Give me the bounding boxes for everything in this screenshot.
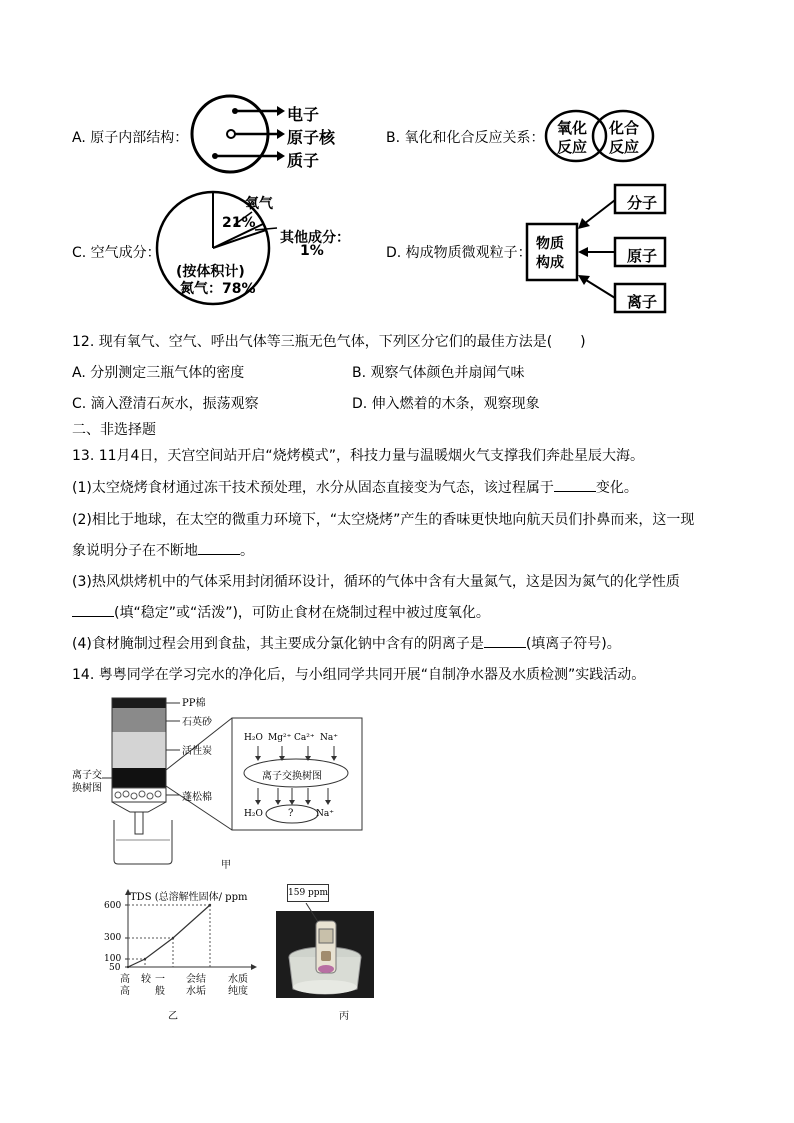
layer-resin-1: 离子交 <box>72 770 102 781</box>
tds-point-1 <box>144 958 146 960</box>
ion-na-bottom: Na⁺ <box>316 809 334 819</box>
pie-nitrogen-line2: 氮气：78% <box>180 281 256 297</box>
q13-part4-text: (4)食材腌制过程会用到食盐，其主要成分氯化钠中含有的阴离子是 <box>72 636 484 652</box>
q13-blank2[interactable] <box>198 542 240 555</box>
q13-part2-text: 象说明分子在不断地 <box>72 543 198 559</box>
tds-pen-photo <box>276 903 374 998</box>
tds-reading: 159 ppm <box>288 888 329 898</box>
pie-oxygen-label: 氧气 <box>245 196 273 212</box>
option-c-label: C. 空气成分： <box>72 245 161 261</box>
caption-bing: 丙 <box>339 1011 349 1022</box>
pie-nitrogen-line1: (按体积计) <box>176 264 245 280</box>
tds-point-3 <box>209 904 211 906</box>
venn-left-line2: 反应 <box>557 138 588 156</box>
tds-ytick-300: 300 <box>104 933 122 943</box>
particle-atom: 原子 <box>627 247 658 265</box>
tds-x-arrow <box>251 964 257 970</box>
venn-left-line1: 氧化 <box>557 119 588 137</box>
q13-part3-line2 <box>72 604 490 622</box>
option-d-label: D. 构成物质微观粒子： <box>386 245 532 261</box>
atom-part-nucleus: 原子核 <box>287 128 336 147</box>
tds-ylabel: TDS (总溶解性固体/ ppm <box>130 892 248 903</box>
layer-resin-2: 换树图 <box>72 783 102 794</box>
layer-cotton: 蓬松棉 <box>182 792 212 803</box>
center-line1: 物质 <box>536 236 564 252</box>
atom-part-proton: 质子 <box>287 151 320 170</box>
ion-h2o-bottom: H₂O <box>244 809 263 819</box>
x-purity-2: 纯度 <box>228 986 248 997</box>
tds-ytick-50: 50 <box>109 963 121 973</box>
resin-label: 离子交换树图 <box>262 771 322 782</box>
particle-ion: 离子 <box>627 293 658 311</box>
venn-combination-label <box>609 119 639 157</box>
option-b-label: B. 氧化和化合反应关系： <box>386 130 545 146</box>
x-high-1: 高 <box>120 974 130 985</box>
ion-h2o-top: H₂O <box>244 733 263 743</box>
q12-option-a: A. 分别测定三瓶气体的密度 <box>72 365 245 381</box>
tds-xlabel-fair <box>141 974 151 986</box>
venn-oxidation-label <box>557 119 587 157</box>
q12-option-d: D. 伸入燃着的木条，观察现象 <box>352 396 540 412</box>
water-purifier-figure <box>72 690 372 875</box>
tds-point-2 <box>172 937 174 939</box>
q13-part4-end: (填离子符号)。 <box>525 636 621 652</box>
x-fair-1: 较 <box>141 974 151 985</box>
ion-ca: Ca²⁺ <box>294 733 315 743</box>
x-scale-1: 会结 <box>186 974 206 985</box>
x-scale-2: 水垢 <box>186 986 206 997</box>
layer-pp: PP棉 <box>182 698 206 709</box>
q13-blank4[interactable] <box>484 635 526 648</box>
q12-option-b: B. 观察气体颜色并扇闻气味 <box>352 365 525 381</box>
q14-stem: 14. 粤粤同学在学习完水的净化后，与小组同学共同开展“自制净水器及水质检测”实践活动。 <box>72 667 646 683</box>
tds-reading-box <box>287 884 329 902</box>
x-purity-1: 水质 <box>228 974 248 985</box>
tds-xlabel-high <box>120 974 130 998</box>
q13-part1-end: 变化。 <box>595 480 638 496</box>
q13-part3-text: (填“稳定”或“活泼”)，可防止食材在烧制过程中被过度氧化。 <box>114 605 490 621</box>
q13-part4 <box>72 635 621 653</box>
x-gen-1: 一 <box>155 974 165 985</box>
x-high-2: 高 <box>120 986 130 997</box>
tds-xlabel-purity <box>228 974 248 998</box>
tds-xlabel-general <box>155 974 165 998</box>
tds-series-line <box>128 905 210 967</box>
layer-carbon: 活性炭 <box>182 746 212 757</box>
caption-jia: 甲 <box>221 860 231 871</box>
tds-point-0 <box>127 966 129 968</box>
venn-right-line2: 反应 <box>609 138 640 156</box>
caption-yi: 乙 <box>168 1011 178 1022</box>
q13-part3-line1: (3)热风烘烤机中的气体采用封闭循环设计，循环的气体中含有大量氮气，这是因为氮气的化学性质 <box>72 574 680 590</box>
x-gen-2: 般 <box>155 986 165 997</box>
particle-molecule: 分子 <box>627 194 658 212</box>
ion-mg: Mg²⁺ <box>268 733 292 743</box>
q13-part2-end: 。 <box>240 543 254 559</box>
q12-stem: 12. 现有氧气、空气、呼出气体等三瓶无色气体，下列区分它们的最佳方法是( ) <box>72 334 586 350</box>
tds-ytick-100: 100 <box>104 954 122 964</box>
venn-right-line1: 化合 <box>609 119 640 137</box>
q13-part1 <box>72 479 638 497</box>
ion-unknown: ? <box>288 808 294 819</box>
pie-other-label: 其他成分： <box>280 230 350 246</box>
pie-other-pct: 1% <box>300 243 324 259</box>
q13-stem: 13. 11月4日，天宫空间站开启“烧烤模式”，科技力量与温暖烟火气支撑我们奔赴星辰大海。 <box>72 448 644 464</box>
q13-blank1[interactable] <box>554 479 596 492</box>
q12-option-c: C. 滴入澄清石灰水，振荡观察 <box>72 396 259 412</box>
tds-xlabel-scale <box>186 974 206 998</box>
q13-part2-line1: (2)相比于地球，在太空的微重力环境下，“太空烧烤”产生的香味更快地向航天员们扑鼻而来，这一现 <box>72 512 695 528</box>
center-line2: 构成 <box>536 255 564 271</box>
ion-na-top: Na⁺ <box>320 733 338 743</box>
section-title: 二、非选择题 <box>72 422 156 438</box>
layer-quartz: 石英砂 <box>182 717 212 728</box>
tds-ytick-600: 600 <box>104 901 122 911</box>
q13-blank3[interactable] <box>72 604 114 617</box>
atom-part-electron: 电子 <box>287 105 320 124</box>
option-a-label: A. 原子内部结构： <box>72 130 189 146</box>
q13-part2-line2 <box>72 542 254 560</box>
particles-center-label <box>536 235 564 273</box>
q13-part1-text: (1)太空烧烤食材通过冻干技术预处理，水分从固态直接变为气态，该过程属于 <box>72 480 554 496</box>
pie-oxygen-pct: 21% <box>222 215 256 231</box>
